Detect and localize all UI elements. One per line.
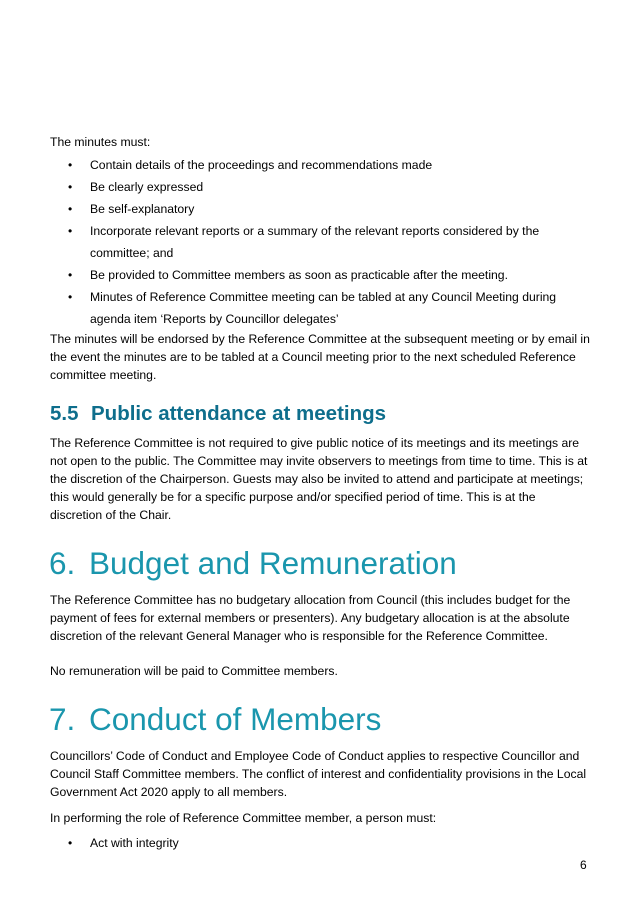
list-item: • Contain details of the proceedings and recommendations made — [50, 154, 590, 176]
minutes-intro: The minutes must: — [50, 135, 151, 149]
page-number: 6 — [580, 858, 587, 872]
list-item: • Be provided to Committee members as soon as practicable after the meeting. — [50, 264, 590, 286]
document-page — [50, 133, 590, 854]
section-number: 6. — [49, 545, 76, 581]
list-item: • Act with integrity — [50, 832, 590, 854]
section-5-5-heading — [50, 401, 590, 427]
list-item: • Minutes of Reference Committee meeting can be tabled at any Council Meeting during agenda item ‘Reports by Councillor delegates’ — [50, 286, 590, 330]
remuneration-paragraph: No remuneration will be paid to Committee members. — [50, 664, 338, 678]
section-title: Public attendance at meetings — [91, 402, 387, 425]
code-of-conduct-paragraph: Councillors’ Code of Conduct and Employee Code of Conduct applies to respective Councillor and Council Staff Committee members. The conflict of interest and confidentiality provisions in the Local Government Act 2020 apply to all members. — [50, 749, 587, 799]
list-item: • Be self-explanatory — [50, 198, 590, 220]
section-6-heading — [49, 544, 590, 582]
section-7-heading — [49, 700, 590, 738]
list-item: • Incorporate relevant reports or a summary of the relevant reports considered by the committee; and — [50, 220, 590, 264]
member-role-paragraph: In performing the role of Reference Committee member, a person must: — [50, 811, 437, 825]
conduct-bullet-list — [50, 832, 590, 854]
minutes-bullet-list — [50, 154, 590, 330]
section-number: 7. — [49, 701, 76, 737]
minutes-endorsement-paragraph: The minutes will be endorsed by the Reference Committee at the subsequent meeting or by email in the event the minutes are to be tabled at a Council meeting prior to the next scheduled Reference committee meeting. — [50, 332, 590, 382]
section-title: Budget and Remuneration — [89, 545, 457, 581]
section-title: Conduct of Members — [89, 701, 382, 737]
public-attendance-paragraph: The Reference Committee is not required to give public notice of its meetings and its meetings are not open to the public. The Committee may invite observers to meetings from time to time. This is at the discretion of the Chairperson. Guests may also be invited to attend and participate at meetings; this would generally be for a specific purpose and/or specified period of time. This is at the discretion of the Chair. — [50, 436, 588, 522]
budget-paragraph: The Reference Committee has no budgetary allocation from Council (this includes budget for the payment of fees for external members or presenters). Any budgetary allocation is at the absolute discretion of the relevant General Manager who is responsible for the Reference Committee. — [50, 593, 571, 643]
section-number: 5.5 — [50, 402, 79, 425]
list-item: • Be clearly expressed — [50, 176, 590, 198]
